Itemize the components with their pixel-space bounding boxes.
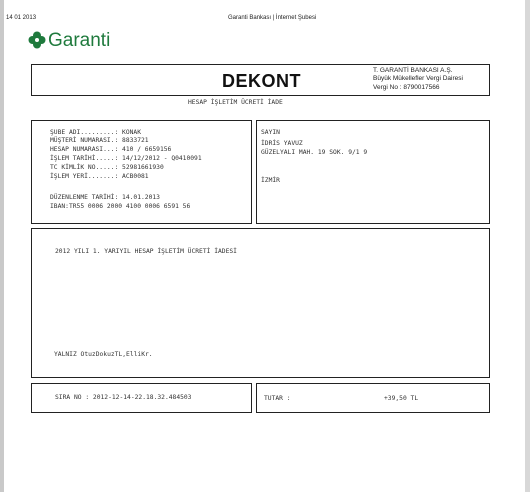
national-id-line: TC KİMLİK NO.....: 52981661930 [50,164,164,171]
account-info-box [31,120,252,224]
scan-edge-left [0,0,4,492]
amount-in-words: YALNIZ OtuzDokuzTL,ElliKr. [54,351,153,358]
transaction-place-line: İŞLEM YERİ.......: ACB0081 [50,173,149,180]
receipt-header-box [31,64,490,96]
amount-box [256,383,490,413]
transaction-description: 2012 YILI 1. YARIYIL HESAP İŞLETİM ÜCRETİ İADESİ [55,248,237,255]
amount-label: TUTAR : [264,395,291,402]
bank-info [373,67,463,92]
garanti-logo-text: Garanti [48,30,111,51]
print-source: Garanti Bankası | İnternet Şubesi [228,15,317,21]
tax-number: Vergi No : 8790017566 [373,83,440,91]
clover-logo-icon [28,31,46,49]
scan-edge-right [525,0,530,492]
description-box [31,228,490,378]
customer-number-line: MÜŞTERİ NUMARASI.: 8833721 [50,137,149,144]
tax-office: Büyük Mükellefler Vergi Dairesi [373,75,463,83]
recipient-box [256,120,490,224]
iban-line: IBAN:TR55 0006 2000 4100 0006 6591 56 [50,203,191,210]
transaction-date-line: İŞLEM TARİHİ.....: 14/12/2012 - Q0410091 [50,155,202,162]
branch-line: ŞUBE ADI.........: KONAK [50,129,141,136]
print-date: 14 01 2013 [6,15,37,21]
bank-name: T. GARANTİ BANKASI A.Ş. [373,67,453,74]
sequence-box [31,383,252,413]
amount-value: +39,50 TL [384,395,419,402]
issue-date-line: DÜZENLENME TARİHİ: 14.01.2013 [50,194,160,201]
account-number-line: HESAP NUMARASI...: 410 / 6659156 [50,146,172,153]
recipient-address: GÜZELYALI MAH. 19 SOK. 9/1 9 [261,149,368,156]
document-title: DEKONT [222,71,301,91]
recipient-city: İZMİR [261,177,280,184]
recipient-name: İDRİS YAVUZ [261,140,303,147]
salutation: SAYIN [261,129,280,136]
sequence-number: SIRA NO : 2012-12-14-22.18.32.484503 [55,394,192,401]
document-subtitle: HESAP İŞLETİM ÜCRETİ İADE [188,99,283,106]
